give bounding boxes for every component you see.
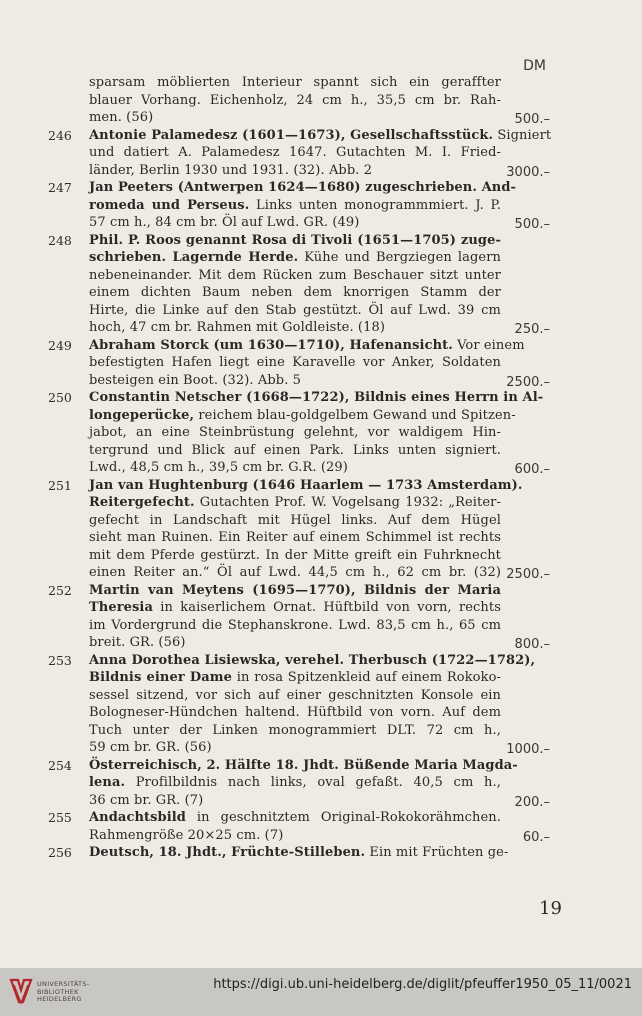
entry-text [89,319,501,337]
entry-text [89,844,509,862]
entry-line [0,809,642,827]
entry-line [0,354,642,372]
entry-line [0,127,642,145]
entry-title: Deutsch, 18. Jhdt., Früchte-Stilleben. [89,845,366,860]
entry-title: Reitergefecht. [89,495,195,510]
entry-text [89,337,525,355]
entry-line [0,792,642,810]
entry-text [89,704,501,722]
entry-title: lena. [89,775,126,790]
entry-title: Constantin Netscher (1668—1722), Bildnis eines Herrn in Al- [89,390,544,405]
lot-number: 251 [48,477,72,493]
entry-text [89,792,501,810]
entry-description: tergrund und Blick auf einen Park. Links unten signiert. [89,442,501,458]
entry-text [89,617,501,635]
viewer-footer [0,968,642,1016]
entry-line [0,197,642,215]
entry-description: 36 cm br. GR. (7) [89,792,204,808]
entry-line [0,179,642,197]
entry-text [89,267,501,285]
entry-text [89,214,501,232]
entry-line [0,249,642,267]
entry-description: Profilbildnis nach links, oval gefaßt. 40,5 cm h., [125,775,501,790]
entry-description: Signiert [493,127,552,143]
entry-line [0,109,642,127]
entry-text [89,354,501,372]
entry-description: nebeneinander. Mit dem Rücken zum Beschauer sitzt unter [89,267,501,283]
lot-number: 255 [48,810,72,825]
entry-line [0,774,642,792]
entry-text [89,179,516,197]
entry-description: Vor einem [452,337,525,353]
entry-text [89,249,501,267]
library-name [37,981,89,1004]
entry-text [89,687,501,705]
entry-line [0,424,642,442]
entry-line [0,757,642,775]
entry-text [89,424,501,442]
entry-description: Tuch unter der Linken monogrammiert DLT. 72 cm h., [89,722,501,738]
entry-description: mit dem Pferde gestürzt. In der Mitte greift ein Fuhrknecht [89,547,501,563]
entry-description: gefecht in Landschaft mit Hügel links. Auf dem Hügel [89,512,501,528]
entry-line [0,267,642,285]
lot-number: 253 [48,652,72,668]
entry-description: blauer Vorhang. Eichenholz, 24 cm h., 35,5 cm br. Rah- [89,92,501,108]
entry-text [89,494,501,512]
entry-line [0,319,642,337]
entry-line [0,477,642,495]
entry-title: schrieben. Lagernde Herde. [89,250,299,265]
entry-description: in rosa Spitzenkleid auf einem Rokoko- [232,670,501,685]
entry-description: sparsam möblierten Interieur spannt sich ein geraffter [89,75,501,90]
entry-description: einem dichten Baum neben dem knorrigen Stamm der [89,285,501,300]
entry-title: Theresia [89,600,153,615]
entry-text [89,774,501,792]
entry-line [0,337,642,355]
entry-text [89,442,501,460]
entry-text [89,634,501,652]
entry-text [89,92,501,110]
lot-price: 2500.– [506,567,550,582]
lot-number: 246 [48,127,72,143]
lot-number: 256 [48,845,72,860]
lot-price: 500.– [514,112,550,127]
entry-line [0,372,642,390]
entry-description: sieht man Ruinen. Ein Reiter auf einem Schimmel ist rechts [89,530,501,545]
entry-line [0,844,642,862]
entry-title: Jan Peeters (Antwerpen 1624—1680) zugeschrieben. And- [89,180,516,195]
lot-price: 500.– [514,217,550,232]
entry-text [89,197,501,215]
entry-line [0,739,642,757]
entry-line [0,389,642,407]
entry-description: Lwd., 48,5 cm h., 39,5 cm br. G.R. (29) [89,460,348,475]
entry-title: longeperücke, [89,407,195,423]
entry-description: besteigen ein Boot. (32). Abb. 5 [89,372,302,388]
entry-line [0,652,642,670]
entry-text [89,372,501,390]
entry-title: Andachtsbild [89,810,186,825]
lot-number: 249 [48,337,72,353]
entry-description: Hirte, die Linke auf den Stab gestützt. Öl auf Lwd. 39 cm [89,302,501,318]
entry-description: breit. GR. (56) [89,635,186,650]
lot-price: 1000.– [506,742,550,757]
entry-text [89,827,501,845]
lot-number: 254 [48,757,72,773]
entry-line [0,302,642,320]
entry-description: hoch, 47 cm br. Rahmen mit Goldleiste. (18) [89,320,386,335]
entry-line [0,407,642,425]
entry-title: Martin van Meytens (1695—1770), Bildnis der Maria [89,582,501,598]
entry-description: einen Reiter an.“ Öl auf Lwd. 44,5 cm h., 62 cm br. (32) [89,565,501,580]
entry-text [89,564,501,582]
entry-text [89,284,501,302]
entry-line [0,214,642,232]
lot-price: 600.– [514,462,550,477]
lot-number: 252 [48,582,72,598]
entry-text [89,127,552,145]
entry-text [89,809,501,827]
entry-description: Kühe und Bergziegen lagern [298,250,501,265]
entry-description: reichem blau-goldgelbem Gewand und Spitzen- [194,407,516,423]
entry-text [89,599,501,617]
entry-text [89,669,501,687]
entry-description: länder, Berlin 1930 und 1931. (32). Abb. 2 [89,162,373,178]
entry-line [0,617,642,635]
entry-text [89,652,536,670]
entry-line [0,687,642,705]
entry-description: 57 cm h., 84 cm br. Öl auf Lwd. GR. (49) [89,215,360,230]
entry-line [0,494,642,512]
library-name-line: UNIVERSITÄTS- [37,980,90,988]
entry-line [0,232,642,250]
university-library-logo-icon [8,976,34,1006]
library-name-line: BIBLIOTHEK [37,987,79,996]
entry-line [0,162,642,180]
entry-description: in geschnitztem Original-Rokokorähmchen. [186,810,501,825]
currency-header: DM [523,58,546,74]
entry-line [0,634,642,652]
lot-number: 247 [48,180,72,195]
document-url[interactable]: https://digi.ub.uni-heidelberg.de/diglit/pfeuffer1950_05_11/0021 [213,977,632,992]
entry-line [0,92,642,110]
entry-description: 59 cm br. GR. (56) [89,740,212,755]
entry-text [89,74,501,92]
entry-description: befestigten Hafen liegt eine Karavelle vor Anker, Soldaten [89,355,501,370]
entry-title: Bildnis einer Dame [89,670,233,685]
lot-price: 200.– [514,794,550,810]
entry-description: sessel sitzend, vor sich auf einer geschnitzten Konsole ein [89,687,501,703]
entry-text [89,547,501,565]
entry-description: und datiert A. Palamedesz 1647. Gutachten M. I. Fried- [89,145,501,160]
entry-text [89,162,501,180]
entry-line [0,442,642,460]
lot-price: 800.– [514,637,550,652]
lot-price: 2500.– [506,374,550,390]
entry-line [0,582,642,600]
entry-text [89,757,518,775]
entry-text [89,407,516,425]
entry-text [89,109,501,127]
entry-line [0,599,642,617]
entry-line [0,284,642,302]
lot-price: 3000.– [506,164,550,180]
entry-text [89,512,501,530]
entry-text [89,722,501,740]
entry-text [89,302,501,320]
entry-text [89,144,501,162]
entry-description: Gutachten Prof. W. Vogelsang 1932: „Reiter- [194,495,501,510]
entry-description: Links unten monogrammmiert. J. P. [249,197,502,213]
entry-title: Österreichisch, 2. Hälfte 18. Jhdt. Büßende Maria Magda- [89,757,518,773]
entry-description: Bologneser-Hündchen haltend. Hüftbild von vorn. Auf dem [89,705,501,720]
entry-line [0,704,642,722]
entry-line [0,547,642,565]
catalog-entries [0,74,642,862]
lot-price: 250.– [514,322,550,337]
entry-text [89,477,523,495]
lot-number: 248 [48,232,72,248]
entry-title: Jan van Hughtenburg (1646 Haarlem — 1733 Amsterdam). [89,477,523,493]
entry-description: in kaiserlichem Ornat. Hüftbild von vorn, rechts [153,600,501,615]
entry-description: men. (56) [89,110,154,125]
entry-text [89,232,501,250]
entry-description: Rahmengröße 20×25 cm. (7) [89,827,284,843]
library-name-line: HEIDELBERG [37,995,82,1003]
entry-line [0,722,642,740]
entry-line [0,74,642,92]
page-number: 19 [539,898,562,919]
entry-text [89,582,501,600]
entry-description: im Vordergrund die Stephanskrone. Lwd. 83,5 cm h., 65 cm [89,617,501,633]
entry-line [0,512,642,530]
entry-line [0,669,642,687]
entry-text [89,529,501,547]
entry-line [0,144,642,162]
lot-number: 250 [48,390,72,405]
entry-line [0,827,642,845]
entry-text [89,459,501,477]
entry-text [89,739,501,757]
entry-title: Abraham Storck (um 1630—1710), Hafenansicht. [89,337,453,353]
entry-description: jabot, an eine Steinbrüstung gelehnt, vor waldigem Hin- [89,425,501,440]
entry-line [0,564,642,582]
entry-title: romeda und Perseus. [89,197,250,213]
lot-price: 60.– [522,829,550,845]
entry-title: Phil. P. Roos genannt Rosa di Tivoli (1651—1705) zuge- [89,232,501,248]
entry-text [89,389,544,407]
entry-line [0,459,642,477]
entry-description: Ein mit Früchten ge- [365,845,509,860]
entry-title: Anna Dorothea Lisiewska, verehel. Therbusch (1722—1782), [89,652,536,668]
entry-line [0,529,642,547]
entry-title: Antonie Palamedesz (1601—1673), Gesellschaftsstück. [89,127,494,143]
